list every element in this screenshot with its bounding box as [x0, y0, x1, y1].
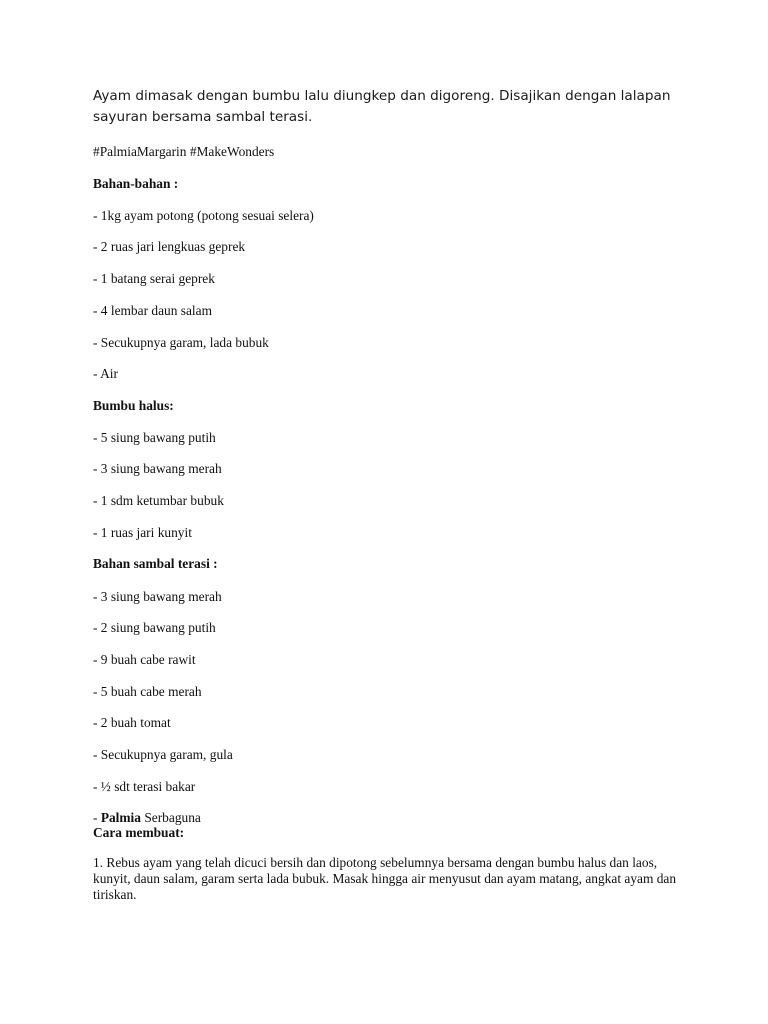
bumbu-item: - 1 sdm ketumbar bubuk: [93, 493, 224, 508]
intro-paragraph: Ayam dimasak dengan bumbu lalu diungkep dan digoreng. Disajikan dengan lalapan sayuran bersama sambal terasi.: [93, 88, 671, 125]
cara-heading: Cara membuat:: [93, 825, 185, 840]
sambal-item: - 5 buah cabe merah: [93, 684, 202, 699]
bumbu-heading: Bumbu halus:: [93, 398, 174, 413]
bumbu-item: - 3 siung bawang merah: [93, 461, 222, 476]
sambal-item: - 9 buah cabe rawit: [93, 652, 196, 667]
bahan-item: - 4 lembar daun salam: [93, 303, 212, 318]
sambal-heading: Bahan sambal terasi :: [93, 556, 218, 571]
hashtags: #PalmiaMargarin #MakeWonders: [93, 144, 275, 159]
palmia-brand: Palmia: [100, 810, 141, 825]
sambal-item-prefix: -: [93, 810, 101, 825]
sambal-item: - Secukupnya garam, gula: [93, 747, 233, 762]
cara-step-1: 1. Rebus ayam yang telah dicuci bersih dan dipotong sebelumnya bersama dengan bumbu halus dan laos, kunyit, daun salam, garam serta lada bubuk. Masak hingga air menyusut dan ayam matang, angkat ayam dan tiriskan.: [93, 855, 677, 902]
bumbu-item: - 5 siung bawang putih: [93, 430, 216, 445]
sambal-item: - 2 siung bawang putih: [93, 620, 216, 635]
bahan-item: - 1 batang serai geprek: [93, 271, 215, 286]
bahan-item: - Air: [93, 366, 118, 381]
sambal-item-palmia: [93, 810, 201, 826]
sambal-item: - ½ sdt terasi bakar: [93, 779, 196, 794]
sambal-item: - 3 siung bawang merah: [93, 589, 222, 604]
bumbu-item: - 1 ruas jari kunyit: [93, 525, 192, 540]
bahan-item: - 2 ruas jari lengkuas geprek: [93, 239, 246, 254]
bahan-heading: Bahan-bahan :: [93, 176, 179, 191]
bahan-item: - Secukupnya garam, lada bubuk: [93, 335, 269, 350]
sambal-item-rest: Serbaguna: [140, 810, 201, 825]
sambal-item: - 2 buah tomat: [93, 715, 171, 730]
bahan-item: - 1kg ayam potong (potong sesuai selera): [93, 208, 314, 223]
